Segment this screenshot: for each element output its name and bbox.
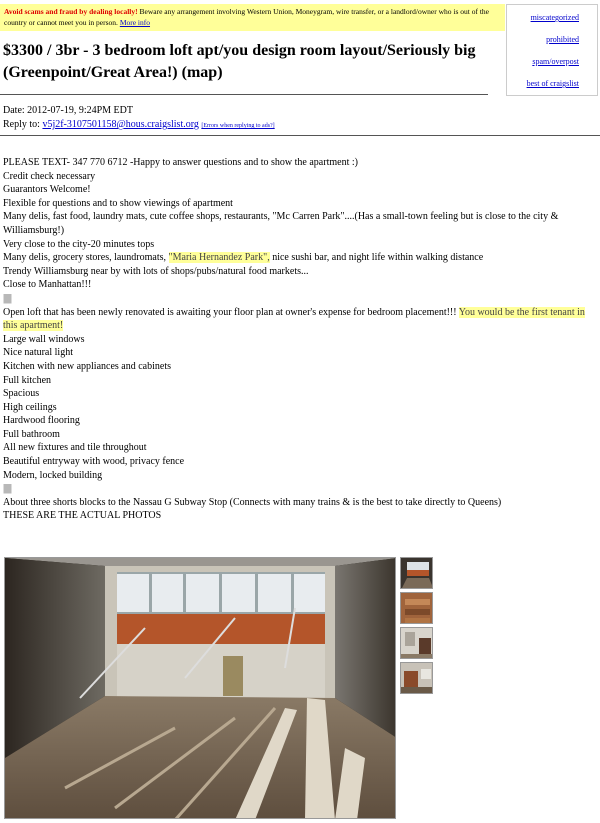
body-line: THESE ARE THE ACTUAL PHOTOS bbox=[3, 510, 162, 522]
more-info-link[interactable]: More info bbox=[119, 18, 151, 27]
feature-item: Beautiful entryway with wood, privacy fence bbox=[3, 456, 185, 468]
listing-meta bbox=[3, 104, 275, 133]
body-line: PLEASE TEXT- 347 770 6712 -Happy to answer questions and to show the apartment :) bbox=[3, 157, 358, 168]
body-line: Close to Manhattan!!! bbox=[3, 279, 92, 291]
feature-item: High ceilings bbox=[3, 401, 57, 413]
feature-item: All new fixtures and tile throughout bbox=[3, 442, 147, 454]
body-text-fragment: Many delis, grocery stores, laundromats, bbox=[3, 252, 169, 264]
body-line: About three shorts blocks to the Nassau G Subway Stop (Connects with many trains & is the best to take directly to Queens) bbox=[3, 496, 502, 508]
body-line: Trendy Williamsburg near by with lots of shops/pubs/natural food markets... bbox=[3, 265, 309, 277]
reply-email-link[interactable]: v5j2f-3107501158@hous.craigslist.org bbox=[42, 119, 199, 130]
highlighted-text: You would be the first tenant in this apartment! bbox=[3, 306, 585, 332]
feature-item: Nice natural light bbox=[3, 347, 73, 359]
posting-date: Date: 2012-07-19, 9:24PM EDT bbox=[3, 105, 133, 116]
feature-item: Spacious bbox=[3, 388, 40, 400]
photo-thumbnail[interactable] bbox=[400, 557, 433, 589]
listing-body bbox=[3, 156, 593, 523]
flag-prohibited-link[interactable]: prohibited bbox=[546, 35, 579, 44]
flag-spam-link[interactable]: spam/overpost bbox=[532, 57, 579, 66]
photo-thumbnail[interactable] bbox=[400, 592, 433, 624]
listing-title: $3300 / 3br - 3 bedroom loft apt/you design room layout/Seriously big (Greenpoint/Great Area!) (map) bbox=[3, 42, 476, 81]
reply-errors-link[interactable]: [Errors when replying to ads?] bbox=[201, 123, 275, 129]
body-text-fragment: nice sushi bar, and night life within walking distance bbox=[269, 252, 484, 264]
feature-item: Large wall windows bbox=[3, 333, 85, 345]
flag-best-of-link[interactable]: best of craigslist bbox=[526, 79, 579, 88]
photo-thumbnail[interactable] bbox=[400, 662, 433, 694]
feature-item: Modern, locked building bbox=[3, 469, 103, 481]
title-divider bbox=[0, 94, 488, 95]
main-photo[interactable] bbox=[4, 557, 396, 819]
thumbnail-image bbox=[401, 558, 433, 589]
separator-bars: |||||||| bbox=[3, 483, 12, 495]
body-line: Guarantors Welcome! bbox=[3, 184, 91, 196]
highlighted-text: "Maria Hernandez Park", bbox=[168, 252, 270, 264]
separator-bars: |||||||| bbox=[3, 292, 12, 304]
body-line: Very close to the city-20 minutes tops bbox=[3, 238, 155, 250]
flag-box bbox=[506, 4, 598, 96]
reply-label: Reply to: bbox=[3, 119, 43, 130]
scam-warning-banner bbox=[0, 4, 505, 31]
scam-warning-text: Beware any arrangement involving Western Union, Moneygram, wire transfer, or a landlord/owner who is out of the country or cannot meet you in person. bbox=[4, 7, 489, 27]
meta-divider bbox=[0, 135, 600, 136]
body-line bbox=[3, 251, 593, 265]
feature-item: Full bathroom bbox=[3, 428, 60, 440]
loft-interior-photo bbox=[5, 558, 396, 819]
scam-warning-strong: Avoid scams and fraud by dealing locally! bbox=[4, 7, 138, 16]
feature-item: Kitchen with new appliances and cabinets bbox=[3, 360, 171, 372]
feature-item: Full kitchen bbox=[3, 374, 52, 386]
body-text-fragment: Open loft that has been newly renovated is awaiting your floor plan at owner's expense for bedroom placement!!! bbox=[3, 306, 459, 318]
body-line bbox=[3, 306, 593, 333]
thumbnail-image bbox=[401, 593, 433, 624]
body-line: Credit check necessary bbox=[3, 170, 96, 182]
body-line: Flexible for questions and to show viewings of apartment bbox=[3, 197, 233, 209]
feature-item: Hardwood flooring bbox=[3, 415, 80, 427]
reply-line bbox=[3, 118, 275, 133]
thumbnail-image bbox=[401, 628, 433, 659]
thumbnail-image bbox=[401, 663, 433, 694]
photo-thumbnail[interactable] bbox=[400, 627, 433, 659]
body-line: Many delis, fast food, laundry mats, cute coffee shops, restaurants, "Mc Carren Park"....(Has a small-town feeling but is close to the city & Williamsburg!) bbox=[3, 211, 559, 236]
flag-miscategorized-link[interactable]: miscategorized bbox=[530, 13, 579, 22]
